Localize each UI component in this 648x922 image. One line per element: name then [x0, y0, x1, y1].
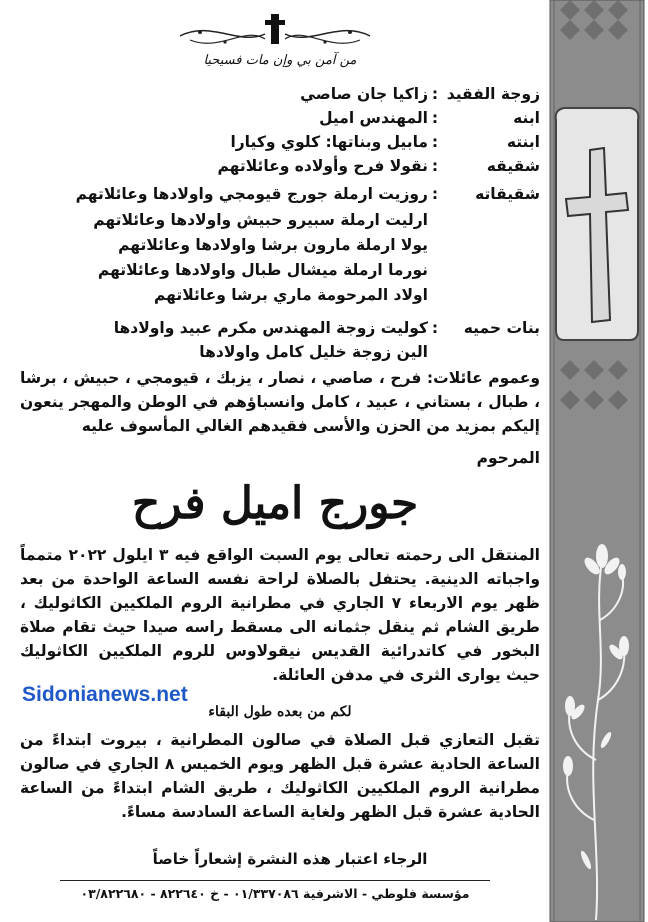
- relative-row-sisters: شقيقاته:روزيت ارملة جورج قيومجي واولادها وعائلاتهم: [76, 182, 540, 206]
- footer-divider: [60, 880, 490, 881]
- relative-row-wife: زوجة الفقيد:زاكيا جان صاصي: [300, 82, 540, 106]
- relative-value: زاكيا جان صاصي: [300, 85, 428, 103]
- relative-label: شقيقه: [486, 157, 540, 175]
- relative-label: ابنه: [513, 109, 540, 127]
- relative-value: كوليت زوجة المهندس مكرم عبيد واولادها: [113, 319, 428, 337]
- sisters-line: يولا ارملة مارون برشا واولادها وعائلاتهم: [118, 236, 428, 254]
- condolences-paragraph: تقبل التعازي قبل الصلاة في صالون المطرانية ، بيروت ابتداءً من الساعة الحادية عشرة قبل الظهر ويوم الخميس ٨ الجاري في صالون مطرانية الروم الملكيين الكاثوليك ، طريق الشام ابتداءً من الساعة الحادية عشرة قبل الظهر ولغاية الساعة السادسة مساءً.: [20, 731, 540, 821]
- relative-row-in-laws: بنات حميه:كوليت زوجة المهندس مكرم عبيد واولادها: [114, 316, 540, 340]
- relative-row-daughter: ابنته:مابيل وبناتها: كلوي وكيارا: [230, 130, 540, 154]
- obituary-main: [10, 0, 540, 922]
- farewell-text: لكم من بعده طول البقاء: [208, 704, 352, 720]
- deceased-prefix: المرحوم: [476, 449, 540, 467]
- relative-value: نقولا فرح وأولاده وعائلاتهم: [217, 157, 428, 175]
- sisters-line: ارليت ارملة سبيرو حبيش واولادها وعائلاتهم: [93, 211, 428, 229]
- relative-row-son: ابنه:المهندس اميل: [319, 106, 540, 130]
- in-laws-line: الين زوجة خليل كامل واولادها: [199, 343, 428, 361]
- funeral-home-footer: مؤسسة فلوطي - الاشرفية ٠١/٣٣٧٠٨٦ - خ ٨٢٢٦٤٠ - ٠٣/٨٢٢٦٨٠: [80, 886, 470, 901]
- decorative-sidebar: [546, 0, 648, 922]
- relative-value: روزيت ارملة جورج قيومجي واولادها وعائلاتهم: [75, 185, 428, 203]
- families-paragraph: وعموم عائلات: فرح ، صاصي ، نصار ، يزبك ، قيومجي ، حبيش ، برشا ، طبال ، بستاني ، عبيد ، كامل وانسباؤهم في الوطن والمهجر ينعون إليكم بمزيد من الحزن والأسى فقيدهم الغالي المأسوف عليه: [20, 369, 540, 435]
- sisters-line: اولاد المرحومة ماري برشا وعائلاتهم: [154, 286, 428, 304]
- cross-ornament-icon: [170, 12, 380, 52]
- cross-icon: [556, 108, 639, 340]
- relative-row-brother: شقيقه:نقولا فرح وأولاده وعائلاتهم: [218, 154, 540, 178]
- relative-label: زوجة الفقيد: [446, 85, 540, 103]
- deceased-name: جورج اميل فرح: [131, 478, 419, 529]
- relative-label: بنات حميه: [463, 319, 540, 337]
- sisters-line: نورما ارملة ميشال طبال واولادها وعائلاتهم: [97, 261, 428, 279]
- funeral-paragraph: المنتقل الى رحمته تعالى يوم السبت الواقع فيه ٣ ايلول ٢٠٢٢ متمماً واجباته الدينية. يحتفل بالصلاة لراحة نفسه الساعة الواحدة من بعد ظهر يوم الاربعاء ٧ الجاري في مطرانية الروم الملكيين الكاثوليك ، طريق الشام ثم ينقل جثمانه الى مسقط راسه صيدا حيث تقام صلاة البخور في كاتدرائية القديس نيقولاوس للروم الملكيين الكاثوليك حيث يوارى الثرى في مدفن العائلة.: [20, 546, 540, 684]
- relative-value: المهندس اميل: [319, 109, 428, 127]
- watermark-text: Sidonianews.net: [22, 683, 188, 706]
- relative-label: شقيقاته: [475, 185, 540, 203]
- relative-label: ابنته: [506, 133, 540, 151]
- relative-value: مابيل وبناتها: كلوي وكيارا: [230, 133, 428, 151]
- bible-verse: من آمن بي وإن مات فسيحيا: [203, 53, 357, 68]
- private-notice: الرجاء اعتبار هذه النشرة إشعاراً خاصاً: [152, 850, 428, 868]
